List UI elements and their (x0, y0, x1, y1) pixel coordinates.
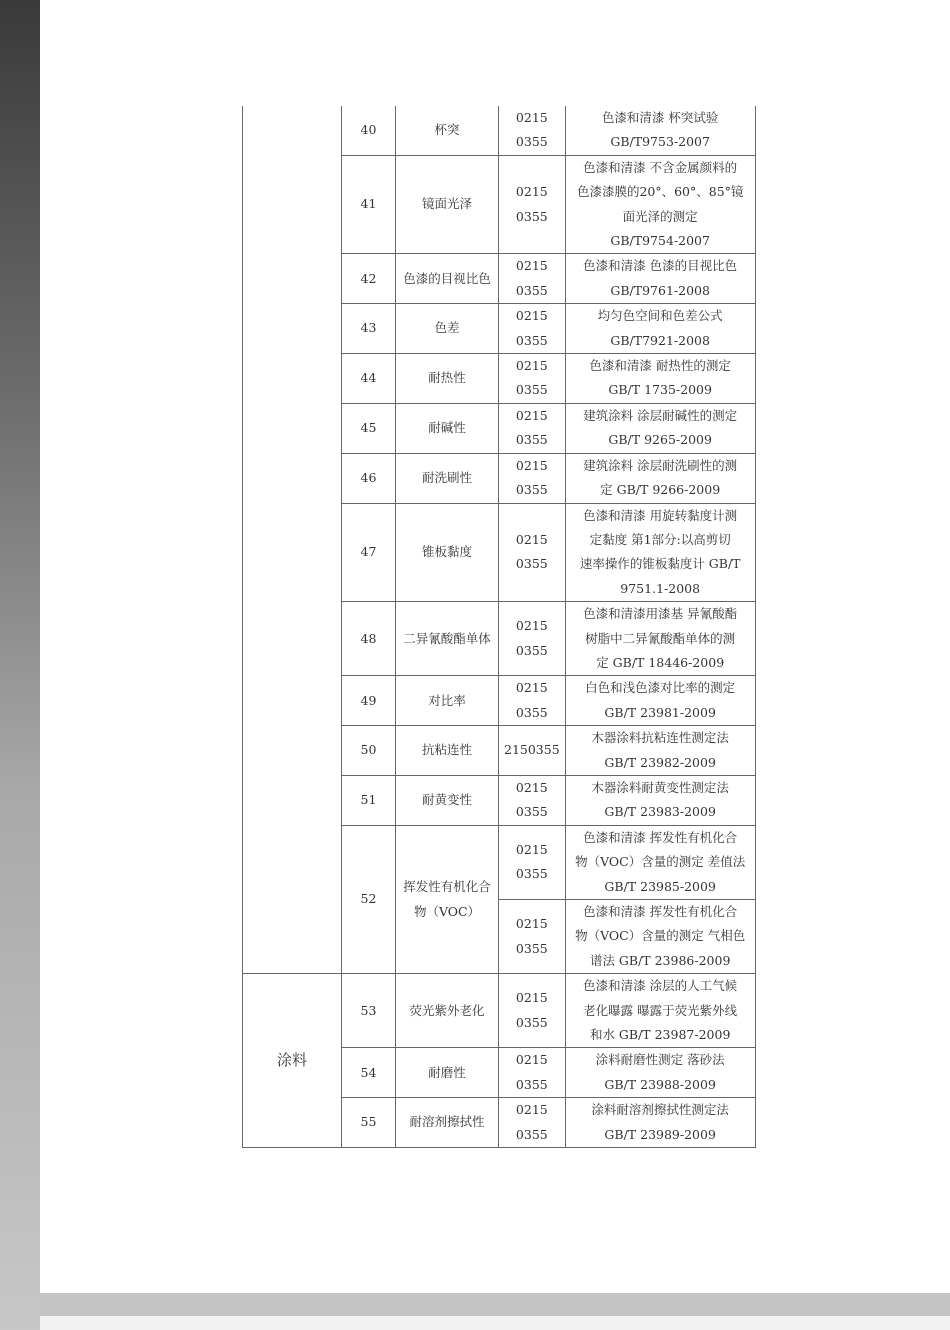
item-name: 色差 (396, 304, 499, 354)
item-name: 耐磨性 (396, 1048, 499, 1098)
standard-cell: 色漆和清漆 涂层的人工气候 老化曝露 曝露于荧光紫外线 和水 GB/T 23987-2009 (565, 974, 755, 1048)
row-number: 51 (342, 775, 396, 825)
code-cell: 0215 0355 (499, 453, 566, 503)
standard-cell: 色漆和清漆 不含金属颜料的 色漆漆膜的20°、60°、85°镜 面光泽的测定 GB/T9754-2007 (565, 155, 755, 254)
category-cell-empty (243, 106, 342, 974)
row-number: 46 (342, 453, 396, 503)
row-number: 40 (342, 106, 396, 155)
code-cell: 0215 0355 (499, 106, 566, 155)
item-name: 耐洗刷性 (396, 453, 499, 503)
row-number: 41 (342, 155, 396, 254)
row-number: 44 (342, 354, 396, 404)
code-cell: 0215 0355 (499, 503, 566, 602)
code-cell: 2150355 (499, 726, 566, 776)
code-cell: 0215 0355 (499, 900, 566, 974)
row-number: 55 (342, 1098, 396, 1148)
row-number: 48 (342, 602, 396, 676)
item-name: 镜面光泽 (396, 155, 499, 254)
row-number: 52 (342, 825, 396, 973)
standard-cell: 白色和浅色漆对比率的测定 GB/T 23981-2009 (565, 676, 755, 726)
code-cell: 0215 0355 (499, 825, 566, 899)
standards-table (242, 106, 756, 1148)
row-number: 45 (342, 403, 396, 453)
item-name: 锥板黏度 (396, 503, 499, 602)
code-cell: 0215 0355 (499, 254, 566, 304)
standard-cell: 色漆和清漆 挥发性有机化合 物（VOC）含量的测定 差值法 GB/T 23985-2009 (565, 825, 755, 899)
code-cell: 0215 0355 (499, 974, 566, 1048)
bottom-strip (40, 1316, 950, 1330)
code-cell: 0215 0355 (499, 354, 566, 404)
standard-cell: 色漆和清漆 色漆的目视比色 GB/T9761-2008 (565, 254, 755, 304)
code-cell: 0215 0355 (499, 304, 566, 354)
bottom-bar (40, 1293, 950, 1316)
standard-cell: 木器涂料耐黄变性测定法 GB/T 23983-2009 (565, 775, 755, 825)
table-row (243, 974, 756, 1048)
item-name: 耐热性 (396, 354, 499, 404)
item-name: 挥发性有机化合物（VOC） (396, 825, 499, 973)
row-number: 43 (342, 304, 396, 354)
row-number: 53 (342, 974, 396, 1048)
item-name: 耐碱性 (396, 403, 499, 453)
standard-cell: 木器涂料抗粘连性测定法 GB/T 23982-2009 (565, 726, 755, 776)
code-cell: 0215 0355 (499, 676, 566, 726)
code-cell: 0215 0355 (499, 155, 566, 254)
standard-cell: 色漆和清漆 挥发性有机化合 物（VOC）含量的测定 气相色 谱法 GB/T 23986-2009 (565, 900, 755, 974)
item-name: 耐溶剂擦拭性 (396, 1098, 499, 1148)
code-cell: 0215 0355 (499, 403, 566, 453)
standard-cell: 建筑涂料 涂层耐碱性的测定 GB/T 9265-2009 (565, 403, 755, 453)
table-row (243, 106, 756, 155)
code-cell: 0215 0355 (499, 1098, 566, 1148)
item-name: 耐黄变性 (396, 775, 499, 825)
category-cell: 涂料 (243, 974, 342, 1148)
row-number: 42 (342, 254, 396, 304)
standard-cell: 色漆和清漆 耐热性的测定 GB/T 1735-2009 (565, 354, 755, 404)
standard-cell: 均匀色空间和色差公式 GB/T7921-2008 (565, 304, 755, 354)
standard-cell: 色漆和清漆 杯突试验 GB/T9753-2007 (565, 106, 755, 155)
item-name: 二异氰酸酯单体 (396, 602, 499, 676)
item-name: 荧光紫外老化 (396, 974, 499, 1048)
standard-cell: 涂料耐磨性测定 落砂法 GB/T 23988-2009 (565, 1048, 755, 1098)
standard-cell: 色漆和清漆用漆基 异氰酸酯 树脂中二异氰酸酯单体的测 定 GB/T 18446-2009 (565, 602, 755, 676)
item-name: 对比率 (396, 676, 499, 726)
standard-cell: 涂料耐溶剂擦拭性测定法 GB/T 23989-2009 (565, 1098, 755, 1148)
row-number: 49 (342, 676, 396, 726)
row-number: 47 (342, 503, 396, 602)
row-number: 50 (342, 726, 396, 776)
standard-cell: 建筑涂料 涂层耐洗刷性的测 定 GB/T 9266-2009 (565, 453, 755, 503)
code-cell: 0215 0355 (499, 775, 566, 825)
standard-cell: 色漆和清漆 用旋转黏度计测 定黏度 第1部分:以高剪切 速率操作的锥板黏度计 GB/T 9751.1-2008 (565, 503, 755, 602)
item-name: 色漆的目视比色 (396, 254, 499, 304)
item-name: 抗粘连性 (396, 726, 499, 776)
code-cell: 0215 0355 (499, 602, 566, 676)
code-cell: 0215 0355 (499, 1048, 566, 1098)
row-number: 54 (342, 1048, 396, 1098)
left-edge-bar (0, 0, 40, 1330)
item-name: 杯突 (396, 106, 499, 155)
